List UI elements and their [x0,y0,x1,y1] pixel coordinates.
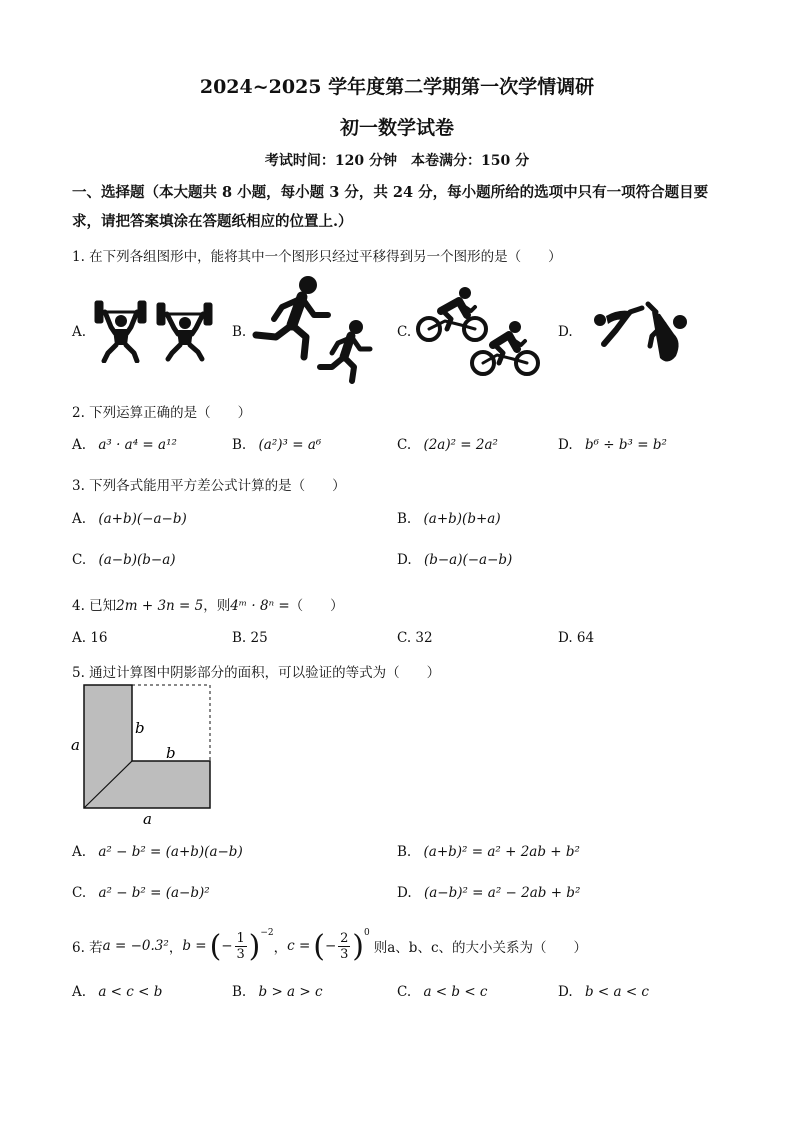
q5-option-b-label: B. [397,844,412,860]
question-3-stem: 3. 下列各式能用平方差公式计算的是（ ） [72,478,346,494]
q6-c-denominator: 3 [340,946,349,962]
q4-option-d[interactable]: D. 64 [558,630,595,646]
exam-title: 2024~2025 学年度第二学期第一次学情调研 [199,76,595,98]
q6-c-fraction [338,931,350,962]
q5-option-a[interactable] [72,844,243,860]
q4-stem-suffix: （ ） [289,598,344,614]
q5-option-c-expr: a² − b² = (a−b)² [98,885,210,901]
cyclist-pair-icon [413,285,541,377]
q5-square-figure [66,682,216,828]
q5-option-c[interactable] [72,885,210,901]
q4-condition: 2m + 3n = 5 [116,598,204,614]
q6-b-lhs: b = [182,938,207,954]
q3-option-a[interactable] [72,511,187,527]
q5-option-d[interactable] [397,885,580,901]
label-inner-b-horizontal: b [166,744,176,762]
exam-subtitle: 初一数学试卷 [339,117,454,139]
q3-option-b[interactable] [397,511,501,527]
q5-option-a-label: A. [72,844,87,860]
q3-option-b-expr: (a+b)(b+a) [423,511,501,527]
q1-option-b-label: B. [232,324,247,340]
question-1-stem: 1. 在下列各组图形中，能将其中一个图形只经过平移得到另一个图形的是（ ） [72,249,562,265]
q5-option-d-expr: (a−b)² = a² − 2ab + b² [423,885,581,901]
q6-b-fraction [235,931,247,962]
q4-option-a[interactable]: A. 16 [72,630,108,646]
q1-option-c-label: C. [397,324,412,340]
q2-option-d[interactable] [558,437,667,453]
q6-option-c-expr: a < b < c [423,984,488,1000]
q2-option-a[interactable] [72,437,177,453]
q6-option-b[interactable] [232,984,323,1000]
q3-option-b-label: B. [397,511,412,527]
q6-c-lhs: c = [287,938,311,954]
q2-option-c[interactable] [397,437,498,453]
runner-pair-icon [252,275,377,385]
q6-option-c[interactable] [397,984,487,1000]
q6-option-c-label: C. [397,984,412,1000]
q5-option-b-expr: (a+b)² = a² + 2ab + b² [423,844,580,860]
q4-stem-prefix: 4. 已知 [72,598,117,614]
q5-option-c-label: C. [72,885,87,901]
q1-option-d-label: D. [558,324,573,340]
q3-option-c-label: C. [72,552,87,568]
weightlifter-pair-icon [92,295,222,363]
q2-option-d-expr: b⁶ ÷ b³ = b² [584,437,667,453]
q6-option-b-expr: b > a > c [258,984,323,1000]
q6-c-numerator: 2 [340,930,349,946]
q3-option-d-label: D. [397,552,412,568]
exam-info: 考试时间：120 分钟 本卷满分：150 分 [264,153,530,169]
q4-option-c[interactable]: C. 32 [397,630,433,646]
q6-option-d-expr: b < a < c [584,984,649,1000]
q2-option-a-expr: a³ · a⁴ = a¹² [98,437,177,453]
q6-b-numerator: 1 [236,930,245,946]
q3-option-a-label: A. [72,511,87,527]
question-5-stem: 5. 通过计算图中阴影部分的面积，可以验证的等式为（ ） [72,665,441,681]
q2-option-c-expr: (2a)² = 2a² [423,437,498,453]
question-4-stem [72,594,344,614]
q3-option-c-expr: (a−b)(b−a) [98,552,176,568]
q4-option-b[interactable]: B. 25 [232,630,268,646]
q2-option-c-label: C. [397,437,412,453]
q1-option-a-label: A. [72,324,87,340]
q2-option-b-label: B. [232,437,247,453]
q6-stem-suffix: 则a、b、c、的大小关系为（ ） [373,940,588,956]
q6-option-d[interactable] [558,984,649,1000]
q2-option-b[interactable] [232,437,321,453]
section-heading: 一、选择题（本大题共 8 小题，每小题 3 分，共 24 分，每小题所给的选项中只有一项符合题目要求，请把答案填涂在答题纸相应的位置上.） [72,184,709,230]
swimmer-pair-icon [590,300,690,370]
q2-option-a-label: A. [72,437,87,453]
q5-option-a-expr: a² − b² = (a+b)(a−b) [98,844,243,860]
q6-b-denominator: 3 [236,946,245,962]
q6-option-a-label: A. [72,984,87,1000]
question-2-stem: 2. 下列运算正确的是（ ） [72,405,252,421]
q2-option-b-expr: (a²)³ = a⁶ [258,437,322,453]
q6-a-expr: a = −0.3² [102,938,169,954]
q6-b-exponent: −2 [260,928,274,938]
q3-option-d[interactable] [397,552,512,568]
label-bottom-a: a [143,810,152,828]
q6-c-exponent: 0 [364,928,370,938]
q6-option-b-label: B. [232,984,247,1000]
label-inner-b-vertical: b [135,719,145,737]
q6-stem-prefix: 6. 若 [72,940,103,956]
q6-option-d-label: D. [558,984,573,1000]
q3-option-a-expr: (a+b)(−a−b) [98,511,187,527]
q3-option-d-expr: (b−a)(−a−b) [423,552,513,568]
q5-option-b[interactable] [397,844,580,860]
q2-option-d-label: D. [558,437,573,453]
question-6-stem: 6. 若 a = −0.3² ， b = ( − 1 3 ) −2 ， c = ( − 2 3 ) 0 则a、b、c、的大小关系为（ ） [72,928,588,964]
q6-option-a[interactable] [72,984,162,1000]
q3-option-c[interactable] [72,552,176,568]
q6-option-a-expr: a < c < b [98,984,163,1000]
q5-option-d-label: D. [397,885,412,901]
q4-stem-mid: ，则 [203,598,231,614]
label-outer-a: a [71,736,80,754]
q4-expression: 4ᵐ · 8ⁿ = [230,598,290,614]
